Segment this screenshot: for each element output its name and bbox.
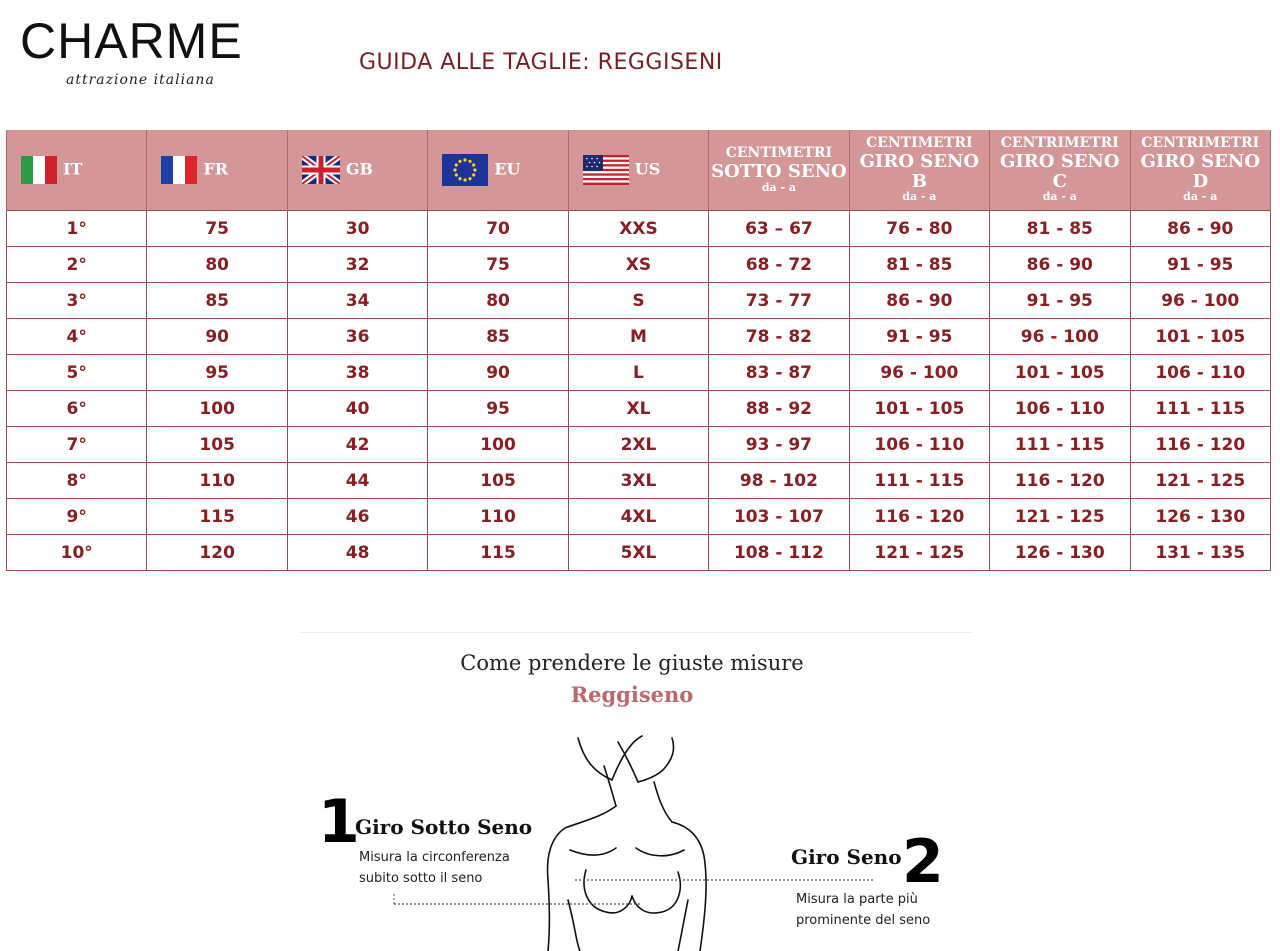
guide-subtitle: Reggiseno (570, 682, 694, 707)
table-cell: 106 - 110 (849, 427, 989, 463)
table-cell: 91 - 95 (990, 283, 1130, 319)
header-us (568, 130, 708, 211)
header-line2: GIRO SENO D (1140, 150, 1261, 192)
table-row (7, 211, 1271, 247)
table-cell: 2XL (568, 427, 708, 463)
table-cell: 105 (147, 427, 287, 463)
table-cell: 98 - 102 (709, 463, 849, 499)
step1-desc-line1: Misura la circonferenza (359, 850, 510, 865)
italy-flag-icon (21, 156, 57, 184)
page-title: GUIDA ALLE TAGLIE: REGGISENI (359, 50, 723, 75)
header-line3: da - a (1042, 190, 1077, 204)
table-cell: XXS (568, 211, 708, 247)
table-cell: 4° (7, 319, 147, 355)
table-cell: 32 (287, 247, 427, 283)
table-cell: 126 - 130 (1130, 499, 1271, 535)
table-cell: 103 - 107 (709, 499, 849, 535)
step2-desc-line2: prominente del seno (796, 913, 931, 928)
table-cell: 70 (428, 211, 568, 247)
step1-number: 1 (318, 787, 360, 857)
brand-tagline: attrazione italiana (66, 72, 215, 88)
table-cell: 101 - 105 (1130, 319, 1271, 355)
header-gb (287, 130, 427, 211)
header-sotto-seno (709, 130, 849, 211)
guide-title: Come prendere le giuste misure (460, 651, 804, 675)
table-cell: 48 (287, 535, 427, 571)
table-cell: 34 (287, 283, 427, 319)
table-cell: 110 (147, 463, 287, 499)
table-cell: 86 - 90 (1130, 211, 1271, 247)
table-row (7, 391, 1271, 427)
header-label: EU (494, 159, 521, 179)
table-cell: 111 - 115 (1130, 391, 1271, 427)
header-giro-seno-c (990, 130, 1130, 211)
table-cell: 4XL (568, 499, 708, 535)
header-line1: CENTIMETRI (866, 135, 973, 152)
uk-flag-icon (302, 156, 340, 184)
table-cell: 106 - 110 (1130, 355, 1271, 391)
header-giro-seno-d (1130, 130, 1271, 211)
table-cell: 116 - 120 (990, 463, 1130, 499)
step2-number: 2 (902, 827, 944, 897)
table-cell: 116 - 120 (849, 499, 989, 535)
table-cell: 81 - 85 (990, 211, 1130, 247)
brand-name: CHARME (20, 13, 243, 69)
table-cell: 81 - 85 (849, 247, 989, 283)
table-cell: M (568, 319, 708, 355)
table-cell: 121 - 125 (1130, 463, 1271, 499)
table-cell: 111 - 115 (990, 427, 1130, 463)
table-cell: 44 (287, 463, 427, 499)
table-cell: 3XL (568, 463, 708, 499)
table-row (7, 499, 1271, 535)
table-cell: 83 - 87 (709, 355, 849, 391)
table-cell: 96 - 100 (1130, 283, 1271, 319)
header-line3: da - a (1183, 190, 1218, 204)
size-table (6, 130, 1271, 571)
table-cell: 101 - 105 (849, 391, 989, 427)
table-cell: 38 (287, 355, 427, 391)
usa-flag-icon (583, 155, 629, 185)
header-line2: GIRO SENO B (859, 150, 980, 192)
header-it (7, 130, 147, 211)
table-cell: 42 (287, 427, 427, 463)
header-line2: GIRO SENO C (1000, 150, 1120, 192)
step2-title: Giro Seno (791, 845, 902, 869)
table-cell: 101 - 105 (990, 355, 1130, 391)
table-cell: 100 (428, 427, 568, 463)
table-cell: 110 (428, 499, 568, 535)
table-cell: 90 (147, 319, 287, 355)
table-row (7, 427, 1271, 463)
table-cell: 121 - 125 (990, 499, 1130, 535)
table-cell: 86 - 90 (990, 247, 1130, 283)
table-cell: 95 (147, 355, 287, 391)
table-cell: 2° (7, 247, 147, 283)
table-row (7, 247, 1271, 283)
header-line1: CENTRIMETRI (1000, 135, 1119, 152)
table-cell: 93 - 97 (709, 427, 849, 463)
header-label: IT (63, 159, 83, 179)
header-giro-seno-b (849, 130, 989, 211)
table-row (7, 463, 1271, 499)
table-cell: 8° (7, 463, 147, 499)
table-cell: 91 - 95 (1130, 247, 1271, 283)
table-cell: 1° (7, 211, 147, 247)
table-cell: 126 - 130 (990, 535, 1130, 571)
table-cell: 3° (7, 283, 147, 319)
guide-divider (300, 632, 972, 633)
table-cell: 115 (147, 499, 287, 535)
table-cell: 5° (7, 355, 147, 391)
table-cell: 80 (147, 247, 287, 283)
table-cell: 6° (7, 391, 147, 427)
header-label: GB (345, 159, 374, 179)
table-cell: 7° (7, 427, 147, 463)
table-cell: 75 (147, 211, 287, 247)
table-cell: 5XL (568, 535, 708, 571)
table-cell: 10° (7, 535, 147, 571)
table-cell: L (568, 355, 708, 391)
table-cell: 108 - 112 (709, 535, 849, 571)
table-cell: 36 (287, 319, 427, 355)
table-cell: 96 - 100 (990, 319, 1130, 355)
table-cell: 90 (428, 355, 568, 391)
header-label: FR (203, 159, 229, 179)
table-cell: 106 - 110 (990, 391, 1130, 427)
table-cell: 91 - 95 (849, 319, 989, 355)
step2-desc-line1: Misura la parte più (796, 892, 918, 907)
header-label: US (634, 159, 661, 179)
header-line3: da - a (761, 180, 796, 194)
table-cell: 120 (147, 535, 287, 571)
table-cell: 40 (287, 391, 427, 427)
step1-desc-line2: subito sotto il seno (359, 871, 483, 886)
table-cell: 68 - 72 (709, 247, 849, 283)
table-cell: 85 (428, 319, 568, 355)
table-cell: 100 (147, 391, 287, 427)
table-cell: 78 - 82 (709, 319, 849, 355)
table-cell: 105 (428, 463, 568, 499)
table-cell: 30 (287, 211, 427, 247)
header-line1: CENTIMETRI (725, 145, 833, 162)
table-cell: 80 (428, 283, 568, 319)
eu-flag-icon (442, 154, 488, 186)
size-table-body (7, 211, 1271, 571)
table-row (7, 535, 1271, 571)
table-cell: 88 - 92 (709, 391, 849, 427)
table-cell: 115 (428, 535, 568, 571)
table-cell: 131 - 135 (1130, 535, 1271, 571)
table-cell: XL (568, 391, 708, 427)
table-cell: 111 - 115 (849, 463, 989, 499)
france-flag-icon (161, 156, 197, 184)
table-cell: 73 - 77 (709, 283, 849, 319)
table-cell: 76 - 80 (849, 211, 989, 247)
table-cell: 63 – 67 (709, 211, 849, 247)
header-eu (428, 130, 568, 211)
table-row (7, 319, 1271, 355)
table-cell: 85 (147, 283, 287, 319)
header-fr (147, 130, 287, 211)
table-cell: 86 - 90 (849, 283, 989, 319)
header-line1: CENTRIMETRI (1141, 135, 1260, 152)
table-cell: XS (568, 247, 708, 283)
table-cell: 121 - 125 (849, 535, 989, 571)
table-header-row (7, 130, 1271, 211)
table-row (7, 355, 1271, 391)
step1-title: Giro Sotto Seno (355, 815, 533, 839)
body-measurement-illustration (380, 730, 980, 951)
table-cell: 46 (287, 499, 427, 535)
table-row (7, 283, 1271, 319)
table-cell: 75 (428, 247, 568, 283)
charme-logo (20, 14, 270, 94)
header-line3: da - a (902, 190, 937, 204)
table-cell: 116 - 120 (1130, 427, 1271, 463)
table-cell: S (568, 283, 708, 319)
table-cell: 96 - 100 (849, 355, 989, 391)
table-cell: 95 (428, 391, 568, 427)
header-line2: SOTTO SENO (711, 160, 847, 182)
table-cell: 9° (7, 499, 147, 535)
